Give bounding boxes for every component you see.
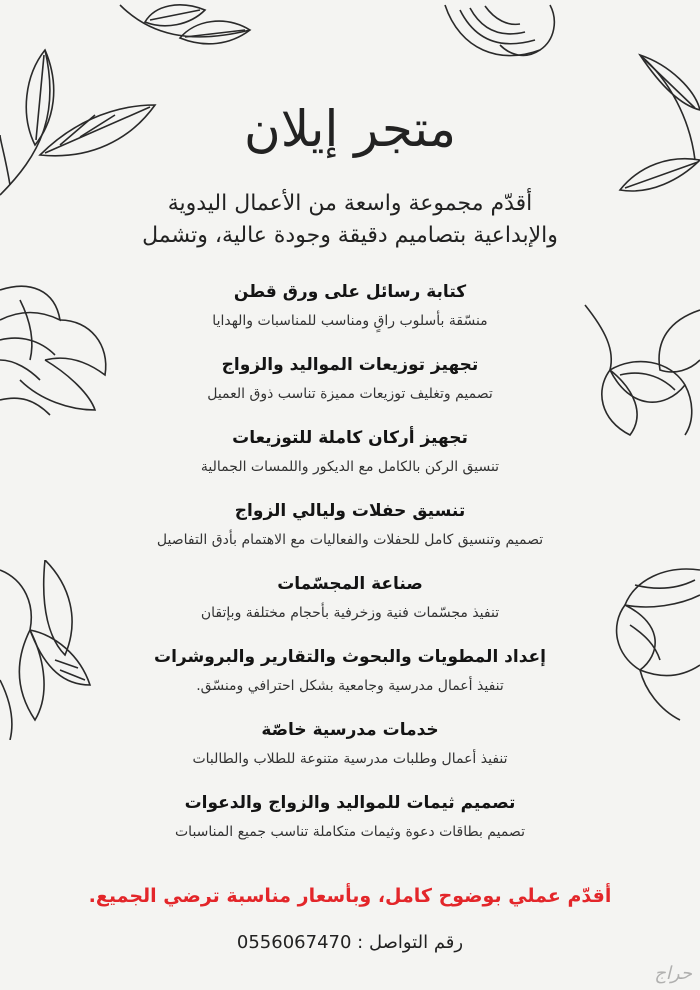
service-item — [70, 716, 630, 789]
service-item — [70, 278, 630, 351]
intro-text — [80, 188, 620, 252]
service-description: تصميم وتنسيق كامل للحفلات والفعاليات مع الاهتمام بأدق التفاصيل — [156, 532, 544, 548]
service-title: تجهيز توزيعات المواليد والزواج — [221, 355, 479, 375]
service-description: تصميم وتغليف توزيعات مميزة تناسب ذوق العميل — [207, 386, 493, 402]
services-list — [70, 278, 630, 862]
service-item — [70, 789, 630, 862]
service-description: تنفيذ أعمال وطلبات مدرسية متنوعة للطلاب والطالبات — [192, 751, 508, 767]
service-item — [70, 351, 630, 424]
phone-number[interactable]: 0556067470 — [236, 932, 352, 953]
service-title: صناعة المجسّمات — [277, 574, 423, 594]
service-item — [70, 643, 630, 716]
service-title: تجهيز أركان كاملة للتوزيعات — [232, 428, 468, 448]
service-item — [70, 424, 630, 497]
service-title: تصميم ثيمات للمواليد والزواج والدعوات — [184, 793, 516, 813]
intro-line: أقدّم مجموعة واسعة من الأعمال اليدوية — [167, 191, 533, 216]
intro-line: والإبداعية بتصاميم دقيقة وجودة عالية، وتشمل — [142, 223, 558, 248]
service-title: خدمات مدرسية خاصّة — [261, 720, 439, 740]
store-title: متجر إيلان — [244, 100, 456, 158]
service-description: تنسيق الركن بالكامل مع الديكور واللمسات الجمالية — [200, 459, 500, 475]
contact-label: رقم التواصل : — [357, 932, 464, 953]
service-item — [70, 570, 630, 643]
service-description: تنفيذ مجسّمات فنية وزخرفية بأحجام مختلفة وبإتقان — [200, 605, 500, 621]
contact-line — [0, 932, 700, 953]
service-title: تنسيق حفلات وليالي الزواج — [234, 501, 466, 521]
service-title: كتابة رسائل على ورق قطن — [233, 282, 467, 302]
service-title: إعداد المطويات والبحوث والتقارير والبروشرات — [153, 647, 546, 667]
flower-sketch-icon — [440, 0, 560, 70]
service-description: تنفيذ أعمال مدرسية وجامعية بشكل احترافي ومنسّق. — [196, 678, 504, 694]
promo-text: أقدّم عملي بوضوح كامل، وبأسعار مناسبة ترضي الجميع. — [88, 885, 612, 907]
service-description: تصميم بطاقات دعوة وثيمات متكاملة تناسب جميع المناسبات — [175, 824, 525, 840]
service-description: منسّقة بأسلوب راقٍ ومناسب للمناسبات والهدايا — [212, 313, 488, 329]
service-item — [70, 497, 630, 570]
watermark-logo: حراج — [654, 963, 692, 984]
